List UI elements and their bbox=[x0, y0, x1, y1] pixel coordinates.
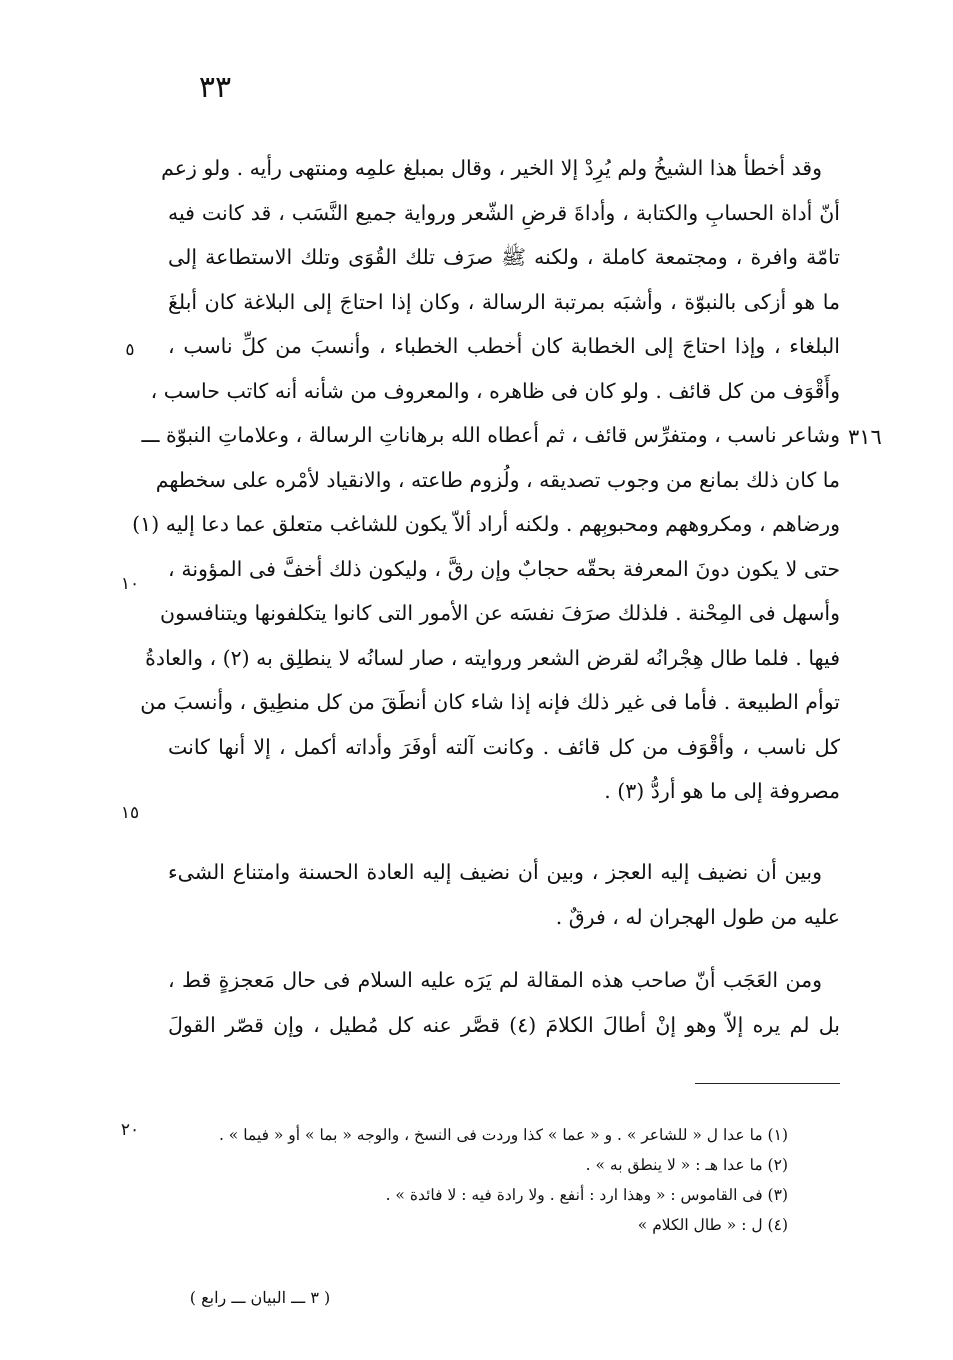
text-line: ما كان ذلك بمانع من وجوب تصديقه ، ولُزوم طاعته ، والانقياد لأمْره على سخطهم bbox=[155, 467, 840, 492]
footnote: (٢) ما عدا هـ : « لا ينطق به » . bbox=[585, 1156, 788, 1174]
text-line: ورضاهم ، ومكروههم ومحبوبِهم . ولكنه أراد ألاّ يكون للشاغب متعلق عما دعا إليه (١) bbox=[132, 512, 840, 536]
paragraph-3 bbox=[168, 958, 840, 1047]
text-line: فيها . فلما طال هِجْرانُه لقرض الشعر وروايته ، صار لسانُه لا ينطلِق به (٢) ، والعادةُ bbox=[145, 645, 840, 670]
side-page-reference: ٣١٦ bbox=[848, 425, 882, 449]
text-line: كل ناسب ، وأقْوَف من كل قائف . وكانت آلته أوفَرَ وأداته أكمل ، إلا أنها كانت bbox=[168, 734, 840, 759]
text-line: تامّة وافرة ، ومجتمعة كاملة ، ولكنه ﷺ صرَف تلك القُوَى وتلك الاستطاعة إلى bbox=[168, 245, 840, 269]
text-line: البلغاء ، وإذا احتاجَ إلى الخطابة كان أخطب الخطباء ، وأنسبَ من كلِّ ناسب ، bbox=[168, 334, 840, 358]
paragraph-1 bbox=[132, 146, 840, 814]
footnote: (٤) ل : « طال الكلام » bbox=[637, 1216, 788, 1234]
text-line: وأَقْوَف من كل قائف . ولو كان فى ظاهره ، والمعروف من شأنه أنه كاتب حاسب ، bbox=[150, 378, 840, 403]
text-line: ومن العَجَب أنّ صاحب هذه المقالة لم يَرَه عليه السلام فى حال مَعجزةٍ قط ، bbox=[168, 968, 822, 992]
signature-mark: ( ٣ ـــ البيان ـــ رابع ) bbox=[189, 1288, 331, 1307]
page-number: ٣٣ bbox=[198, 70, 232, 105]
text-line: ما هو أزكى بالنبوّة ، وأشبَه بمرتبة الرسالة ، وكان إذا احتاجَ إلى البلاغة كان أبلغَ bbox=[168, 289, 840, 314]
text-line: توأم الطبيعة . فأما فى غير ذلك فإنه إذا شاء كان أنطَقَ من كل منطِيق ، وأنسبَ من bbox=[140, 690, 840, 714]
footnotes bbox=[168, 1120, 788, 1240]
line-number-20: ٢٠ bbox=[120, 1120, 140, 1140]
text-line: مصروفة إلى ما هو أردُّ (٣) . bbox=[604, 779, 840, 803]
text-line: وقد أخطأ هذا الشيخُ ولم يُرِدْ إلا الخير ، وقال بمبلغ علمِه ومنتهى رأيه . ولو زعم bbox=[161, 156, 822, 180]
text-line: بل لم يره إلاّ وهو إنْ أطالَ الكلامَ (٤) قصَّر عنه كل مُطيل ، وإن قصّر القولَ bbox=[168, 1012, 840, 1037]
line-number-15: ١٥ bbox=[120, 803, 140, 823]
footnote: (٣) فى القاموس : « وهذا ارد : أنفع . ولا رادة فيه : لا فائدة » . bbox=[385, 1186, 788, 1204]
line-number-10: ١٠ bbox=[120, 574, 140, 594]
text-line: حتى لا يكون دونَ المعرفة بحقّه حجابٌ وإن رقَّ ، وليكون ذلك أخفَّ فى المؤونة ، bbox=[168, 556, 840, 581]
text-line: وبين أن نضيف إليه العجز ، وبين أن نضيف إليه العادة الحسنة وامتناع الشىء bbox=[168, 860, 822, 884]
text-line: عليه من طول الهجران له ، فرقٌ . bbox=[555, 904, 840, 929]
text-line: أنّ أداة الحسابِ والكتابة ، وأداةَ قرضِ الشّعر ورواية جميع النَّسَب ، قد كانت فيه bbox=[168, 200, 840, 225]
footnote-divider bbox=[695, 1083, 840, 1084]
paragraph-2 bbox=[168, 850, 840, 939]
line-number-5: ٥ bbox=[125, 340, 135, 360]
text-line: وشاعر ناسب ، ومتفرِّس قائف ، ثم أعطاه الله برهاناتِ الرسالة ، وعلاماتِ النبوّة ـــ bbox=[141, 423, 840, 447]
footnote: (١) ما عدا ل « للشاعر » . و « عما » كذا وردت فى النسخ ، والوجه « بما » أو « فيما » . bbox=[218, 1126, 788, 1144]
text-line: وأسهل فى المِحْنة . فلذلك صرَفَ نفسَه عن الأمور التى كانوا يتكلفونها ويتنافسون bbox=[160, 601, 840, 625]
